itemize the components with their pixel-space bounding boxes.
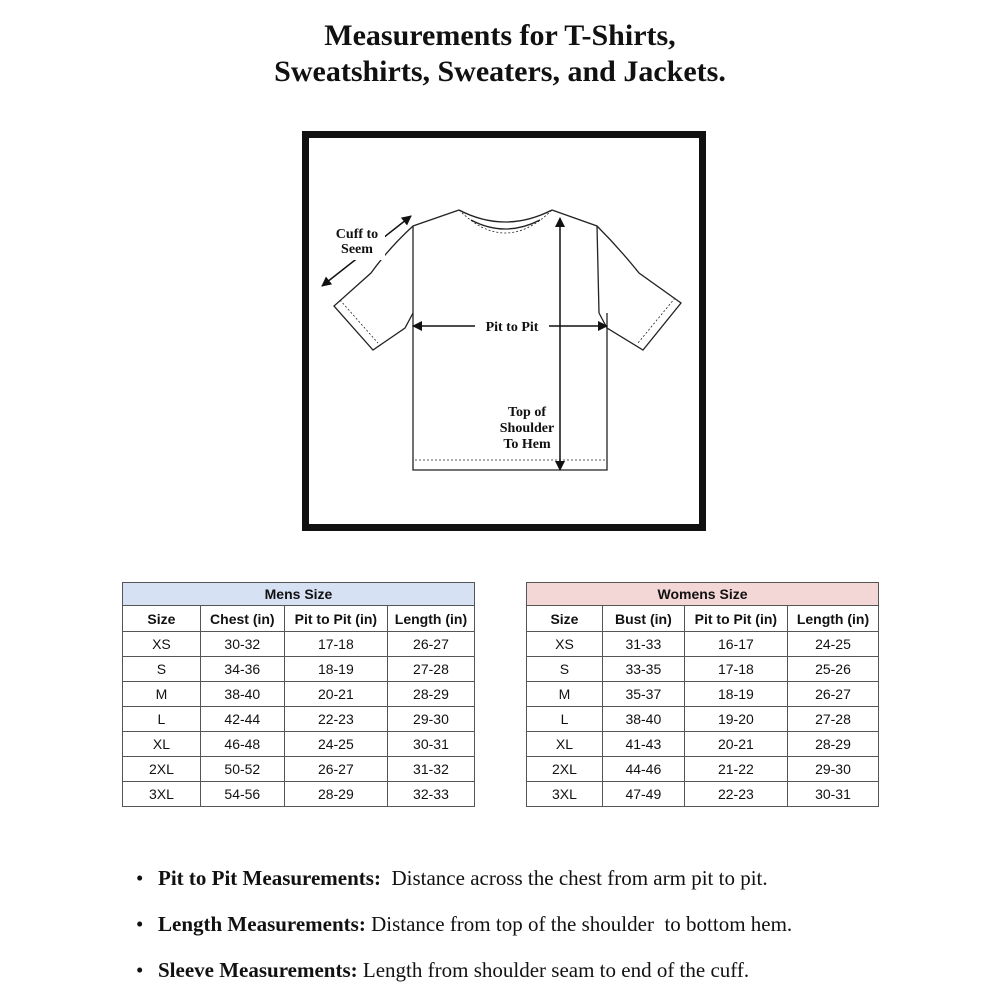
note-term: Sleeve Measurements: (158, 958, 358, 982)
cell: 30-31 (387, 732, 474, 757)
bullet: • (136, 958, 144, 982)
cell: S (527, 657, 603, 682)
cell: 28-29 (284, 782, 387, 807)
cell: 41-43 (602, 732, 684, 757)
cell: M (123, 682, 201, 707)
note-term: Length Measurements: (158, 912, 366, 936)
length-label-2: Shoulder (499, 421, 555, 436)
table-row (527, 632, 879, 657)
table-row (123, 732, 475, 757)
note-sleeve (136, 954, 956, 1000)
cell: 20-21 (684, 732, 787, 757)
cell: 24-25 (787, 632, 878, 657)
table-row (123, 632, 475, 657)
cell: 35-37 (602, 682, 684, 707)
cell: 17-18 (284, 632, 387, 657)
table-row (123, 757, 475, 782)
note-term: Pit to Pit Measurements: (158, 866, 381, 890)
table-row (527, 707, 879, 732)
table-row (527, 657, 879, 682)
cell: 54-56 (200, 782, 284, 807)
cell: 26-27 (284, 757, 387, 782)
title-line-1: Measurements for T-Shirts, (324, 19, 676, 52)
cell: 21-22 (684, 757, 787, 782)
note-text: Distance across the chest from arm pit to pit. (391, 866, 768, 890)
cell: 30-31 (787, 782, 878, 807)
womens-caption: Womens Size (527, 583, 879, 606)
note-text: Length from shoulder seam to end of the cuff. (362, 958, 750, 982)
cell: 34-36 (200, 657, 284, 682)
tshirt-drawing (309, 138, 699, 524)
cell: 22-23 (684, 782, 787, 807)
cell: 31-33 (602, 632, 684, 657)
cell: 25-26 (787, 657, 878, 682)
note-length (136, 908, 956, 954)
cell: 20-21 (284, 682, 387, 707)
cell: 38-40 (602, 707, 684, 732)
cuff-label-1: Cuff to (335, 227, 379, 242)
cell: 28-29 (387, 682, 474, 707)
mens-header-size: Size (123, 606, 201, 632)
pit-to-pit-label: Pit to Pit (485, 320, 539, 335)
cell: 26-27 (387, 632, 474, 657)
cell: 47-49 (602, 782, 684, 807)
cell: L (123, 707, 201, 732)
cell: 2XL (123, 757, 201, 782)
mens-header-length: Length (in) (387, 606, 474, 632)
cell: 27-28 (387, 657, 474, 682)
cell: L (527, 707, 603, 732)
bullet: • (136, 866, 144, 890)
cell: 27-28 (787, 707, 878, 732)
cell: 29-30 (787, 757, 878, 782)
cell: 29-30 (387, 707, 474, 732)
cell: 18-19 (684, 682, 787, 707)
table-row (123, 657, 475, 682)
length-label-3: To Hem (503, 437, 551, 452)
table-row (123, 782, 475, 807)
mens-caption: Mens Size (123, 583, 475, 606)
measurement-notes (136, 862, 956, 1000)
mens-size-table (122, 582, 475, 807)
table-row (527, 782, 879, 807)
cell: XL (123, 732, 201, 757)
tshirt-diagram (302, 131, 706, 531)
mens-header-pit: Pit to Pit (in) (284, 606, 387, 632)
cell: 46-48 (200, 732, 284, 757)
page-title (0, 18, 1000, 90)
cell: 31-32 (387, 757, 474, 782)
womens-header-size: Size (527, 606, 603, 632)
cell: 28-29 (787, 732, 878, 757)
bullet: • (136, 912, 144, 936)
cell: 17-18 (684, 657, 787, 682)
cell: 16-17 (684, 632, 787, 657)
cell: 32-33 (387, 782, 474, 807)
note-text: Distance from top of the shoulder to bottom hem. (371, 912, 793, 936)
cell: 30-32 (200, 632, 284, 657)
cell: 19-20 (684, 707, 787, 732)
cell: 3XL (527, 782, 603, 807)
cell: XL (527, 732, 603, 757)
cell: 3XL (123, 782, 201, 807)
length-label-1: Top of (507, 405, 547, 420)
cell: 22-23 (284, 707, 387, 732)
cell: 44-46 (602, 757, 684, 782)
cuff-label-2: Seem (341, 242, 373, 257)
table-row (527, 732, 879, 757)
title-line-2: Sweatshirts, Sweaters, and Jackets. (274, 55, 726, 88)
cell: S (123, 657, 201, 682)
mens-header-chest: Chest (in) (200, 606, 284, 632)
note-pit-to-pit (136, 862, 956, 908)
womens-size-table (526, 582, 879, 807)
womens-header-length: Length (in) (787, 606, 878, 632)
cell: 33-35 (602, 657, 684, 682)
cell: 26-27 (787, 682, 878, 707)
table-row (527, 757, 879, 782)
womens-header-pit: Pit to Pit (in) (684, 606, 787, 632)
cell: M (527, 682, 603, 707)
cell: XS (123, 632, 201, 657)
cell: XS (527, 632, 603, 657)
womens-header-bust: Bust (in) (602, 606, 684, 632)
table-row (527, 682, 879, 707)
cell: 24-25 (284, 732, 387, 757)
cell: 18-19 (284, 657, 387, 682)
cell: 2XL (527, 757, 603, 782)
cell: 42-44 (200, 707, 284, 732)
table-row (123, 707, 475, 732)
cell: 38-40 (200, 682, 284, 707)
cell: 50-52 (200, 757, 284, 782)
table-row (123, 682, 475, 707)
